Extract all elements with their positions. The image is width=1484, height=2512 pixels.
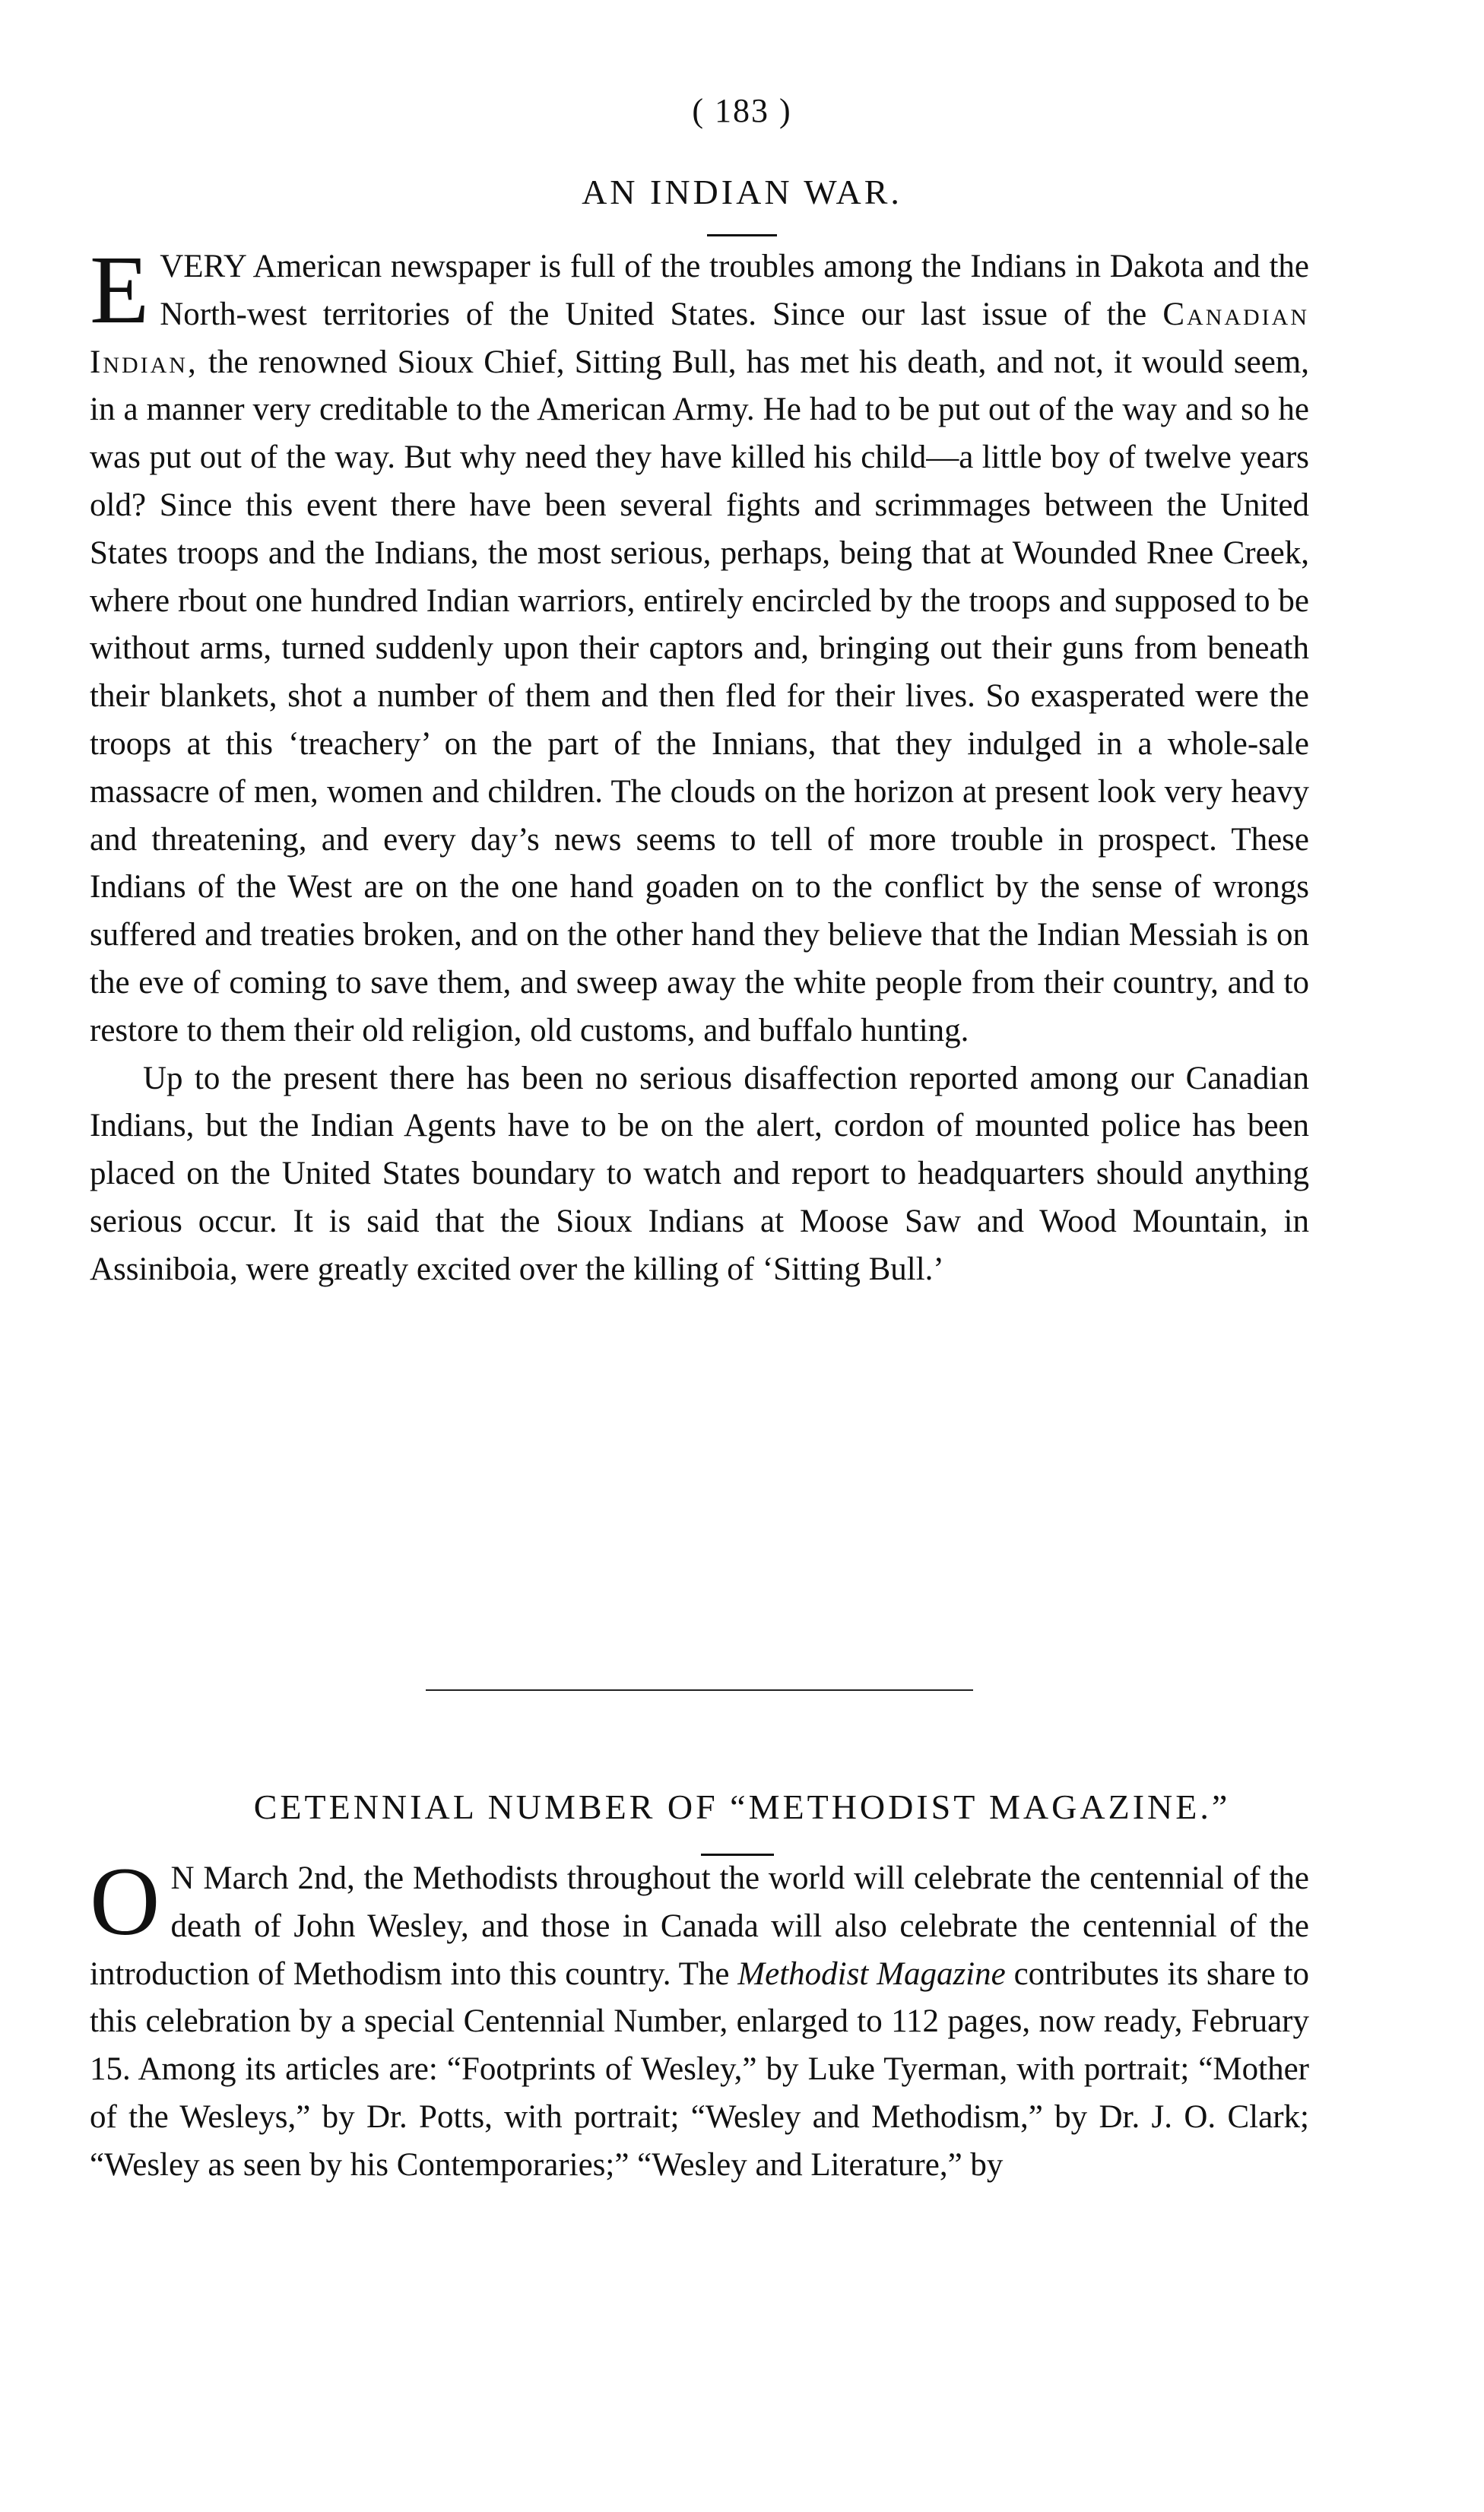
paragraph-text: the renowned Sioux Chief, Sitting Bull, has met his death, and not, it would seem, in a manner very creditable to the American Army. He had to be put out of the way and so he was put out of the way. But why need they have killed his child—a little boy of twelve years old? Since this event there have been several fights and scrimmages between the United States troops and the Indians, the most serious, perhaps, being that at Wounded Rnee Creek, where rbout one hundred Indian warriors, entirely encircled by the troops and supposed to be without arms, turned suddenly upon their captors and, bringing out their guns from beneath their blankets, shot a number of them and then fled for their lives. So exasperated were the troops at this ‘treachery’ on the part of the Innians, that they indulged in a whole-sale massacre of men, women and children. The clouds on the horizon at present look very heavy and threatening, and every day’s news seems to tell of more trouble in prospect. These Indians of the West are on the one hand goaden on to the conflict by the sense of wrongs suffered and treaties broken, and on the other hand they believe that the Indian Messiah is on the eve of coming to save them, and sweep away the white people from their country, and to restore to them their old religion, old customs, and buffalo hunting.	[90, 344, 1310, 1048]
article-paragraph: Up to the present there has been no serious disaffection reported among our Canadian Indians, but the Indian Agents have to be on the alert, cordon of mounted police has been placed on the United States boundary to watch and report to headquarters should anything serious occur. It is said that the Sioux Indians at Moose Saw and Wood Mountain, in Assiniboia, were greatly excited over the killing of ‘Sitting Bull.’	[90, 1060, 1309, 1287]
title-rule	[707, 234, 777, 236]
paragraph-text: N March 2nd, the Methodists throughout the world will celebrate the centennial of the death of John Wesley, and those in Canada will also celebrate the centennial of the introduction of Methodism into this country. The	[90, 1860, 1309, 1992]
paragraph-text: contributes its share to this celebration by a special Centennial Number, enlarged to 112 pages, now ready, February 15. Among its articles are: “Footprints of Wesley,” by Luke Tyerman, with portrait; “Mother of the Wesleys,” by Dr. Potts, with portrait; “Wesley and Methodism,” by Dr. J. O. Clark; “Wesley as seen by his Contemporaries;” “Wesley and Literature,” by	[90, 1955, 1309, 2183]
article-title-indian-war: AN INDIAN WAR.	[582, 173, 902, 211]
article-title-methodist-magazine: CETENNIAL NUMBER OF “METHODIST MAGAZINE.”	[253, 1787, 1231, 1826]
drop-cap: E	[90, 236, 150, 344]
article-methodist-magazine	[90, 1848, 1309, 2190]
paragraph-text: VERY American newspaper is full of the troubles among the Indians in Dakota and the North-west territories of the United States. Since our last issue of the	[160, 249, 1309, 332]
publication-name: Canadian Indian,	[90, 296, 1310, 380]
publication-name: Methodist Magazine	[737, 1955, 1006, 1992]
article-paragraph	[90, 1848, 1309, 2190]
article-paragraph	[90, 236, 1310, 1055]
page-number: ( 183 )	[692, 92, 792, 129]
section-divider	[426, 1689, 973, 1691]
drop-cap: O	[90, 1848, 160, 1955]
article-indian-war	[90, 236, 1310, 1294]
